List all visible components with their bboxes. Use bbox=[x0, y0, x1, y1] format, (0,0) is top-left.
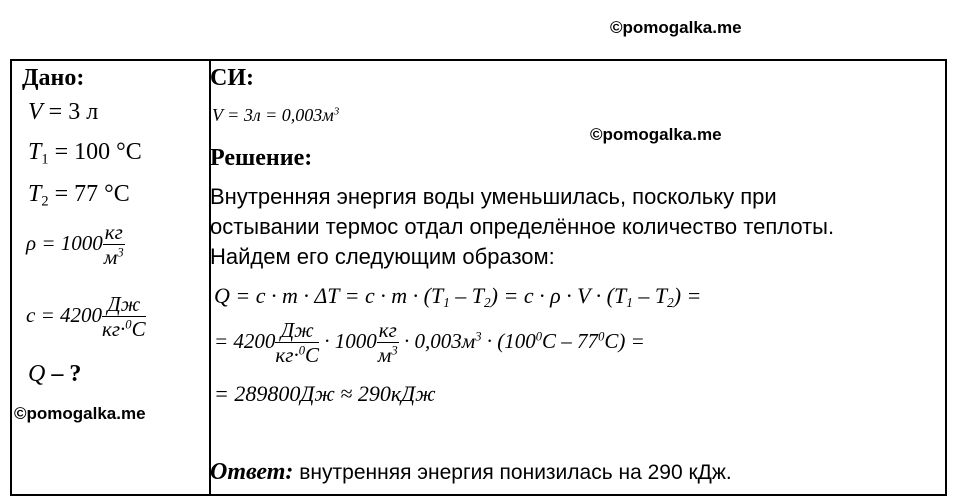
given-t2 bbox=[28, 181, 130, 210]
capacity-lhs: c = 4200 bbox=[26, 302, 102, 327]
watermark-middle: ©pomogalka.me bbox=[590, 125, 722, 144]
solution-text-line-3: Найдем его следующим образом: bbox=[210, 244, 555, 269]
watermark-left: ©pomogalka.me bbox=[14, 404, 146, 423]
capacity-unit-den: кг·$^0$C bbox=[102, 317, 146, 342]
given-density bbox=[26, 221, 125, 269]
solution-text-line-1: Внутренняя энергия воды уменьшилась, поскольку при bbox=[210, 184, 777, 209]
density-unit-fraction bbox=[103, 221, 125, 269]
density-unit-num: кг bbox=[104, 220, 123, 244]
t2-subscript: 2 bbox=[41, 193, 49, 210]
equation-line-1: $Q = c \cdot m \cdot \Delta T = c \cdot m \cdot (T_1 - T_2) = c \cdot \rho \cdot V \cdot (T_1 - T_2)$ = bbox=[214, 283, 702, 310]
given-volume bbox=[28, 99, 98, 126]
watermark-top: ©pomogalka.me bbox=[610, 18, 742, 37]
density-lhs: ρ = 1000 bbox=[26, 230, 103, 255]
given-heat-capacity bbox=[26, 293, 146, 341]
column-divider bbox=[209, 61, 211, 494]
given-heading: Дано: bbox=[22, 65, 85, 91]
answer-text: внутренняя энергия понизилась на 290 кДж. bbox=[293, 461, 732, 484]
si-conversion: $V = 3л = 0,003м^3$ bbox=[212, 105, 340, 125]
eq2-fraction-density: $\frac{кг}{м^3}$ bbox=[377, 318, 398, 368]
given-unknown bbox=[28, 361, 81, 388]
answer-label: Ответ: bbox=[210, 459, 294, 485]
si-heading: СИ: bbox=[210, 65, 254, 91]
si-exponent: 3 bbox=[333, 105, 340, 118]
solution-heading: Решение: bbox=[210, 145, 313, 171]
given-t1 bbox=[28, 139, 142, 168]
t1-symbol: T bbox=[28, 139, 42, 165]
volume-symbol: V bbox=[28, 99, 43, 125]
density-unit-den: $м^3$ bbox=[103, 245, 124, 270]
solution-table bbox=[10, 59, 947, 496]
capacity-unit-fraction bbox=[102, 293, 146, 341]
t1-value: = 100 °С bbox=[48, 139, 142, 165]
eq2-fraction-capacity: $\frac{Дж}{кг\cdot^0C}$ bbox=[275, 318, 320, 368]
equation-line-2: = 4200 $\frac{Дж}{кг\cdot^0C}$ · 1000 $\frac{кг}{м^3}$ · $0,003м^3 \cdot (100^0C - 77^0C)$ = bbox=[214, 318, 645, 368]
answer bbox=[210, 459, 732, 486]
unknown-mark: – ? bbox=[45, 361, 82, 387]
t2-value: = 77 °С bbox=[48, 181, 130, 207]
t2-symbol: T bbox=[28, 181, 42, 207]
equation-line-3: = 289800Дж ≈ 290кДж bbox=[214, 381, 436, 406]
unknown-symbol: Q bbox=[28, 361, 46, 387]
solution-text-line-2: остывании термос отдал определённое количество теплоты. bbox=[210, 214, 835, 239]
volume-value: = 3 л bbox=[42, 99, 99, 125]
capacity-unit-num: Дж bbox=[102, 293, 146, 317]
t1-subscript: 1 bbox=[41, 151, 49, 168]
